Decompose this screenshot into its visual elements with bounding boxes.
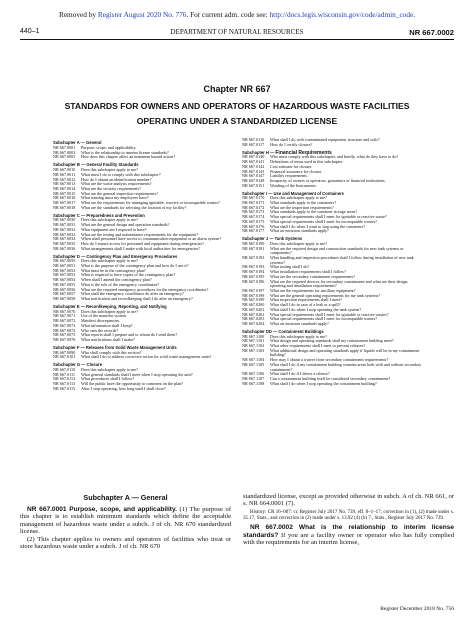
toc-entry — [53, 355, 235, 360]
toc-section-title: Does this subchapter apply to me? — [81, 167, 138, 173]
toc-section-number: NR 667.0142 — [242, 163, 265, 169]
toc-section-title: What are the secondary containment requirements? — [270, 273, 355, 279]
toc-section-title: Liability requirements. — [270, 173, 308, 179]
toc-right-column — [242, 138, 422, 386]
toc-subchapter-label: Subchapter I — Use and Management of Containers — [242, 190, 344, 196]
toc-entry — [242, 184, 422, 189]
subchapter-a-heading: Subchapter A — General — [83, 493, 168, 502]
toc-section-number: NR 667.0014 — [53, 185, 76, 191]
toc-section-number: NR 667.0194 — [242, 269, 265, 275]
toc-section-title: Will the public have the opportunity to comment on the plan? — [81, 381, 183, 387]
toc-subchapter-label: Subchapter F — Releases from Solid Waste Management Units — [53, 344, 177, 350]
toc-section-title: When shall personnel have access to communication equipment or an alarm system? — [81, 236, 222, 242]
toc-section-title: What shall I do in case of a leak or a spill? — [270, 302, 341, 308]
toc-section-title: What are the inspection requirements? — [270, 204, 334, 210]
toc-section-title: What are the requirements for ancillary equipment? — [270, 287, 356, 293]
toc-section-title: What special requirements shall I meet for incompatible wastes? — [270, 218, 377, 224]
toc-section-title: What shall the emergency coordinator do after an emergency? — [81, 291, 184, 297]
toc-section-number: NR 667.1108 — [242, 380, 265, 386]
toc-entry — [242, 229, 422, 234]
toc-section-number: NR 667.0204 — [242, 320, 265, 326]
toc-section-number: NR 667.0140 — [242, 154, 265, 160]
toc-section-title: What information shall I keep? — [81, 322, 133, 328]
toc-subchapter-label: Subchapter A — General — [53, 140, 102, 146]
section-text: If you are a facility owner or operator who has fully complied with the requirements for an interim license, — [243, 531, 454, 547]
toc-section-number: NR 667.0172 — [242, 204, 265, 210]
toc-section-number: NR 667.0055 — [53, 281, 76, 287]
body-left-column — [20, 506, 231, 550]
toc-section-number: NR 667.0075 — [53, 332, 76, 338]
toc-entry — [242, 256, 422, 265]
toc-section-title: What are the requirements for managing ignitable, reactive or incompatible wastes? — [81, 200, 220, 206]
toc-section-title: How does this chapter affect an imminent hazard action? — [81, 154, 176, 160]
toc-section-number: NR 667.0033 — [53, 231, 76, 237]
toc-section-number: NR 667.0034 — [53, 236, 76, 242]
toc-section-title: How do I ensure access for personnel and equipment during emergencies? — [81, 240, 204, 246]
toc-subchapter-label: Subchapter C — Preparedness and Prevention — [53, 212, 145, 218]
toc-section-number: NR 667.0112 — [53, 376, 76, 382]
toc-section-number: NR 667.0117 — [242, 141, 265, 147]
toc-section-title: What shall I do with contaminated equipment, structure and soils? — [270, 137, 380, 142]
page-number: 440–1 — [20, 28, 40, 35]
toc-subchapter-label: Subchapter B — General Facility Standards — [53, 162, 139, 168]
toc-section-number: NR 667.0101 — [53, 354, 76, 360]
register-link[interactable]: Register August 2020 No. 776 — [97, 10, 187, 19]
toc-section-number: NR 667.0110 — [53, 367, 76, 373]
body-right-column — [243, 493, 454, 547]
section-667-0001 — [20, 506, 231, 536]
toc-entry — [53, 155, 235, 160]
toc-section-title: What procedures shall I follow? — [81, 376, 135, 382]
toc-section-title: How may I obtain a waiver from secondary containment requirements? — [270, 357, 389, 363]
toc-section-number: NR 667.0056 — [53, 286, 76, 292]
toc-entry — [242, 322, 422, 327]
toc-section-title: What notifications shall I make? — [81, 336, 135, 342]
toc-entry — [242, 382, 422, 387]
toc-section-number: NR 667.0200 — [242, 302, 265, 308]
toc-section-number: NR 667.1104 — [242, 357, 265, 363]
toc-subchapter-label: Subchapter E — Recordkeeping, Reporting, and Notifying — [53, 303, 167, 309]
toc-section-title: What are the testing and maintenance requirements for the equipment? — [81, 231, 199, 237]
toc-entry — [53, 247, 235, 252]
toc-section-title: What testing shall I do? — [270, 264, 310, 270]
toc-subchapter-label: Subchapter H — — [242, 149, 276, 155]
toc-section-number: NR 667.0143 — [242, 168, 265, 174]
toc-section-title: What reports shall I prepare and to whom do I send them? — [81, 332, 178, 338]
toc-section-number: NR 667.0141 — [242, 159, 265, 165]
admin-code-link[interactable]: http://docs.legis.wisconsin.gov/code/admin_code — [269, 10, 414, 19]
toc-section-title: What is the relationship to interim license standards? — [81, 149, 169, 155]
toc-section-number: NR 667.0036 — [53, 245, 76, 251]
toc-section-number: NR 667.0052 — [53, 267, 76, 273]
toc-section-number: NR 667.0011 — [53, 171, 76, 177]
toc-section-number: NR 667.0203 — [242, 316, 265, 322]
header-rule — [20, 39, 454, 40]
banner-middle: . For current adm. code see: — [186, 10, 270, 19]
toc-section-title: Does this subchapter apply to me? — [81, 258, 138, 264]
toc-section-number: NR 667.0190 — [242, 240, 265, 246]
toc-section-title: What special requirements shall I meet for ignitable or reactive wastes? — [270, 311, 389, 317]
toc-section-title: What shall I do when I stop operating the containment building? — [270, 380, 377, 386]
toc-section-title: Who must comply with this subchapter, and briefly, what do they have to do? — [270, 154, 399, 160]
toc-section-number: NR 667.0199 — [242, 297, 265, 303]
toc-section-title: What are the required devices for secondary containment and what are their design, operating and installation requirements? — [270, 278, 409, 289]
toc-section-title: What are the required emergency procedures for the emergency coordinator? — [81, 286, 209, 292]
toc-section-title: What additional design and operating standards apply if liquids will be in my containment building? — [270, 347, 420, 358]
toc-section-title: What installation requirements shall I follow? — [270, 269, 347, 275]
toc-section-title: What is the role of the emergency coordinator? — [81, 281, 159, 287]
toc-section-number: NR 667.0170 — [242, 195, 265, 201]
toc-section-title: What special requirements shall I meet for incompatible wastes? — [270, 316, 377, 322]
toc-section-number: NR 667.0176 — [242, 223, 265, 229]
toc-section-title: What shall I do if my containment building contains areas both with and without secondary containment? — [270, 361, 422, 372]
toc-section-number: NR 667.1107 — [242, 375, 265, 381]
toc-section-title: What other requirements shall I meet to prevent releases? — [270, 343, 366, 349]
toc-section-number: NR 667.0147 — [242, 173, 265, 179]
toc-section-title: What general standards shall I meet when I stop operating the unit? — [81, 371, 193, 377]
toc-section-number: NR 667.0070 — [53, 308, 76, 314]
toc-section-number: NR 667.0151 — [242, 182, 265, 188]
toc-section-number: NR 667.0013 — [53, 181, 76, 187]
toc-section-title: Who sees the records? — [81, 327, 119, 333]
toc-section-number: NR 667.0071 — [53, 313, 76, 319]
toc-section-title: What special requirements shall I meet for ignitable or reactive waste? — [270, 214, 387, 220]
chapter-title: Chapter NR 667 — [203, 84, 271, 94]
toc-section-number: NR 667.0148 — [242, 177, 265, 183]
toc-section-title: Use of the manifest system. — [81, 313, 127, 319]
toc-section-number: NR 667.0058 — [53, 295, 76, 301]
toc-section-number: NR 667.1100 — [242, 333, 265, 339]
toc-section-number: NR 667.0003 — [53, 154, 76, 160]
toc-section-title: When shall I amend the contingency plan? — [81, 277, 152, 283]
toc-section-title: What design and operating standards shall my containment building meet? — [270, 338, 394, 344]
toc-section-number: NR 667.0050 — [53, 258, 76, 264]
toc-section-title: What standards apply to the container storage areas? — [270, 209, 358, 215]
toc-section-number: NR 667.0032 — [53, 226, 76, 232]
toc-section-title: How do I certify closure? — [270, 141, 313, 147]
toc-section-title: What arrangements shall I make with local authorities for emergencies? — [81, 245, 200, 251]
running-header — [20, 28, 454, 38]
toc-section-number: NR 667.0010 — [53, 167, 76, 173]
toc-section-number: NR 667.0073 — [53, 322, 76, 328]
toc-section-number: NR 667.0177 — [242, 228, 265, 234]
toc-subchapter-label: Subchapter D — Contingency Plan and Emergency Procedures — [53, 253, 178, 259]
toc-section-title: What is required to have copies of the contingency plan? — [81, 272, 176, 278]
toc-section-number: NR 667.1103 — [242, 347, 265, 353]
toc-section-title: What are the required design and construction standards for new tank systems or components? — [270, 245, 404, 256]
toc-section-title: What shall I do when I stop operating the tank system? — [270, 306, 362, 312]
toc-section-number: NR 667.0173 — [242, 209, 265, 215]
toc-section-number: NR 667.0035 — [53, 240, 76, 246]
toc-section-number: NR 667.0016 — [53, 195, 76, 201]
toc-section-number: NR 667.0031 — [53, 222, 76, 228]
toc-section-title: What are the waste analysis requirements? — [81, 181, 152, 187]
toc-section-title: Financial assurance for closure. — [270, 168, 323, 174]
toc-section-number: NR 667.0015 — [53, 190, 76, 196]
toc-section-number: NR 667.0196 — [242, 278, 265, 284]
toc-entry — [53, 206, 235, 211]
toc-section-title: Does this subchapter apply to me? — [270, 333, 327, 339]
toc-section-number: NR 667.0090 — [53, 349, 76, 355]
toc-section-title: What shall I do to address corrective action for solid waste management units? — [81, 354, 212, 360]
toc-section-number: NR 667.0002 — [53, 149, 76, 155]
toc-section-number: NR 667.0171 — [242, 200, 265, 206]
toc-section-number: NR 667.0074 — [53, 327, 76, 333]
document-title-line-1: STANDARDS FOR OWNERS AND OPERATORS OF HAZARDOUS WASTE FACILITIES — [64, 101, 410, 111]
toc-section-title: What equipment am I required to have? — [81, 226, 147, 232]
paragraph-continued: standardized license, except as provided otherwise in subch. A of ch. NR 661, or s. NR 664.0001 (7). — [243, 493, 454, 508]
toc-section-number: NR 667.0012 — [53, 176, 76, 182]
section-heading: NR 667.0002 What is the relationship to interim license standards? — [243, 524, 454, 539]
toc-section-title: What air emission standards apply? — [270, 228, 329, 234]
toc-section-title: Manifest discrepancies. — [81, 318, 121, 324]
toc-section-title: What are the security requirements? — [81, 185, 141, 191]
toc-section-number: NR 667.0030 — [53, 217, 76, 223]
toc-section-title: Cost estimate for closure. — [270, 163, 313, 169]
toc-section-number: NR 667.0054 — [53, 277, 76, 283]
toc-section-title: Does this subchapter apply to me? — [81, 217, 138, 223]
toc-section-title: What training must my employees have? — [81, 195, 149, 201]
toc-section-number: NR 667.0193 — [242, 264, 265, 270]
toc-subchapter-label: Subchapter J — Tank Systems — [242, 236, 303, 242]
toc-section-number: NR 667.0175 — [242, 218, 265, 224]
toc-section-number: NR 667.0018 — [53, 204, 76, 210]
toc-section-number: NR 667.0192 — [242, 255, 265, 261]
toc-section-number: NR 667.0116 — [242, 137, 265, 142]
section-reference: NR 667.0002 — [409, 28, 454, 37]
department-name: DEPARTMENT OF NATURAL RESOURCES — [170, 28, 304, 36]
toc-section-number: NR 667.0195 — [242, 273, 265, 279]
toc-section-title: What shall I do when I want to stop using the containers? — [270, 223, 366, 229]
toc-section-title: What handling and inspection procedures shall I follow during installation of new tank systems? — [270, 255, 414, 265]
toc-section-title: What must be in the contingency plan? — [81, 267, 146, 273]
document-title-line-2: OPERATING UNDER A STANDARDIZED LICENSE — [136, 116, 338, 126]
toc-section-title: Incapacity of owners or operators, guarantors or financial institutions. — [270, 177, 386, 183]
toc-section-title: What must I do to comply with this subchapter? — [81, 171, 161, 177]
register-footer: Register December 2018 No. 756 — [380, 606, 454, 612]
toc-section-title: Does this subchapter apply to me? — [81, 308, 138, 314]
toc-section-number: NR 667.0072 — [53, 318, 76, 324]
toc-section-title: After I stop operating, how long until I shall close? — [81, 385, 166, 391]
toc-section-title: How do I obtain an identification number? — [81, 176, 152, 182]
toc-section-title: What is the purpose of the contingency plan and how do I use it? — [81, 263, 189, 269]
toc-section-number: NR 667.0191 — [242, 245, 265, 251]
toc-section-number: NR 667.0111 — [53, 371, 76, 377]
section-667-0002 — [243, 524, 454, 546]
toc-section-number: NR 667.1106 — [242, 371, 265, 377]
toc-section-title: Purpose, scope, and applicability. — [81, 145, 137, 150]
banner-suffix: . — [413, 10, 416, 19]
toc-section-title: Does this subchapter apply to me? — [81, 367, 138, 373]
toc-section-title: Can a containment building itself be considered secondary containment? — [270, 375, 391, 381]
toc-entry — [242, 363, 422, 372]
toc-section-title: Who shall comply with this section? — [81, 349, 142, 355]
toc-section-title: What are the standards for selecting the location of my facility? — [81, 204, 187, 210]
toc-left-column — [53, 138, 235, 392]
toc-section-number: NR 667.0174 — [242, 214, 265, 220]
removal-banner — [0, 10, 474, 19]
toc-subchapter-label: Subchapter G — Closure — [53, 362, 103, 368]
history-note: History: CR 16–007: cr. Register July 2017 No. 739, eff. 8–1–17; correction in (1), (2) made under s. 35.17, Stats., and correction in (2) made under s. 13.92 (4) (b) 7., Stats., Register July 2017 No. 739. — [243, 509, 454, 521]
toc-section-number: NR 667.0202 — [242, 311, 265, 317]
toc-section-title: Wording of the Instruments. — [270, 182, 317, 188]
section-heading: NR 667.0001 Purpose, scope, and applicability. — [27, 506, 177, 513]
toc-entry — [53, 338, 235, 343]
toc-section-title: What are the general inspection requirements? — [81, 190, 158, 196]
toc-section-title: Does this subchapter apply to me? — [270, 240, 327, 246]
toc-section-number: NR 667.0057 — [53, 291, 76, 297]
toc-section-title: What are the general operating requirements for my tank systems? — [270, 292, 381, 298]
toc-section-title: Does this subchapter apply to me? — [270, 195, 327, 201]
toc-section-number: NR 667.0051 — [53, 263, 76, 269]
toc-section-number: NR 667.1105 — [242, 361, 265, 367]
toc-subchapter-label: Subchapter DD — Containment Buildings — [242, 328, 324, 334]
toc-section-title: What inspection requirements shall I meet? — [270, 297, 342, 303]
toc-entry — [53, 297, 235, 302]
toc-section-number: NR 667.0113 — [53, 381, 76, 387]
toc-section-title: Definitions of terms used in this subchapter. — [270, 159, 344, 165]
banner-prefix: Removed by — [58, 10, 98, 19]
toc-section-number: NR 667.0198 — [242, 292, 265, 298]
paragraph-2: (2) This chapter applies to owners and operators of facilities who treat or store hazardous waste under a subch. J of ch. NR 670 — [20, 535, 231, 551]
toc-section-number: NR 667.1102 — [242, 343, 265, 349]
toc-section-title: What notification and recordkeeping shall I do after an emergency? — [81, 295, 193, 301]
toc-section-number: NR 667.0197 — [242, 287, 265, 293]
toc-section-number: NR 667.0053 — [53, 272, 76, 278]
toc-section-number: NR 667.0115 — [53, 385, 76, 391]
paragraph-1: (1) The purpose of this chapter is to establish minimum standards which define the acceptable management of hazardous waste under a subch. J of ch. NR 670 standardized license. — [20, 506, 231, 536]
toc-section-number: NR 667.1101 — [242, 338, 265, 344]
toc-subchapter-name: Financial Requirements — [275, 149, 332, 156]
toc-section-number: NR 667.0017 — [53, 200, 76, 206]
toc-section-title: What are the general design and operation standards? — [81, 222, 170, 228]
toc-section-number: NR 667.0201 — [242, 306, 265, 312]
toc-section-number: NR 667.0001 — [53, 145, 76, 150]
toc-entry — [242, 143, 422, 148]
toc-section-title: What shall I do if I detect a release? — [270, 371, 330, 377]
toc-section-title: What air emission standards apply? — [270, 320, 329, 326]
toc-section-number: NR 667.0076 — [53, 336, 76, 342]
toc-entry — [53, 387, 235, 392]
toc-section-title: What standards apply to the containers? — [270, 200, 337, 206]
